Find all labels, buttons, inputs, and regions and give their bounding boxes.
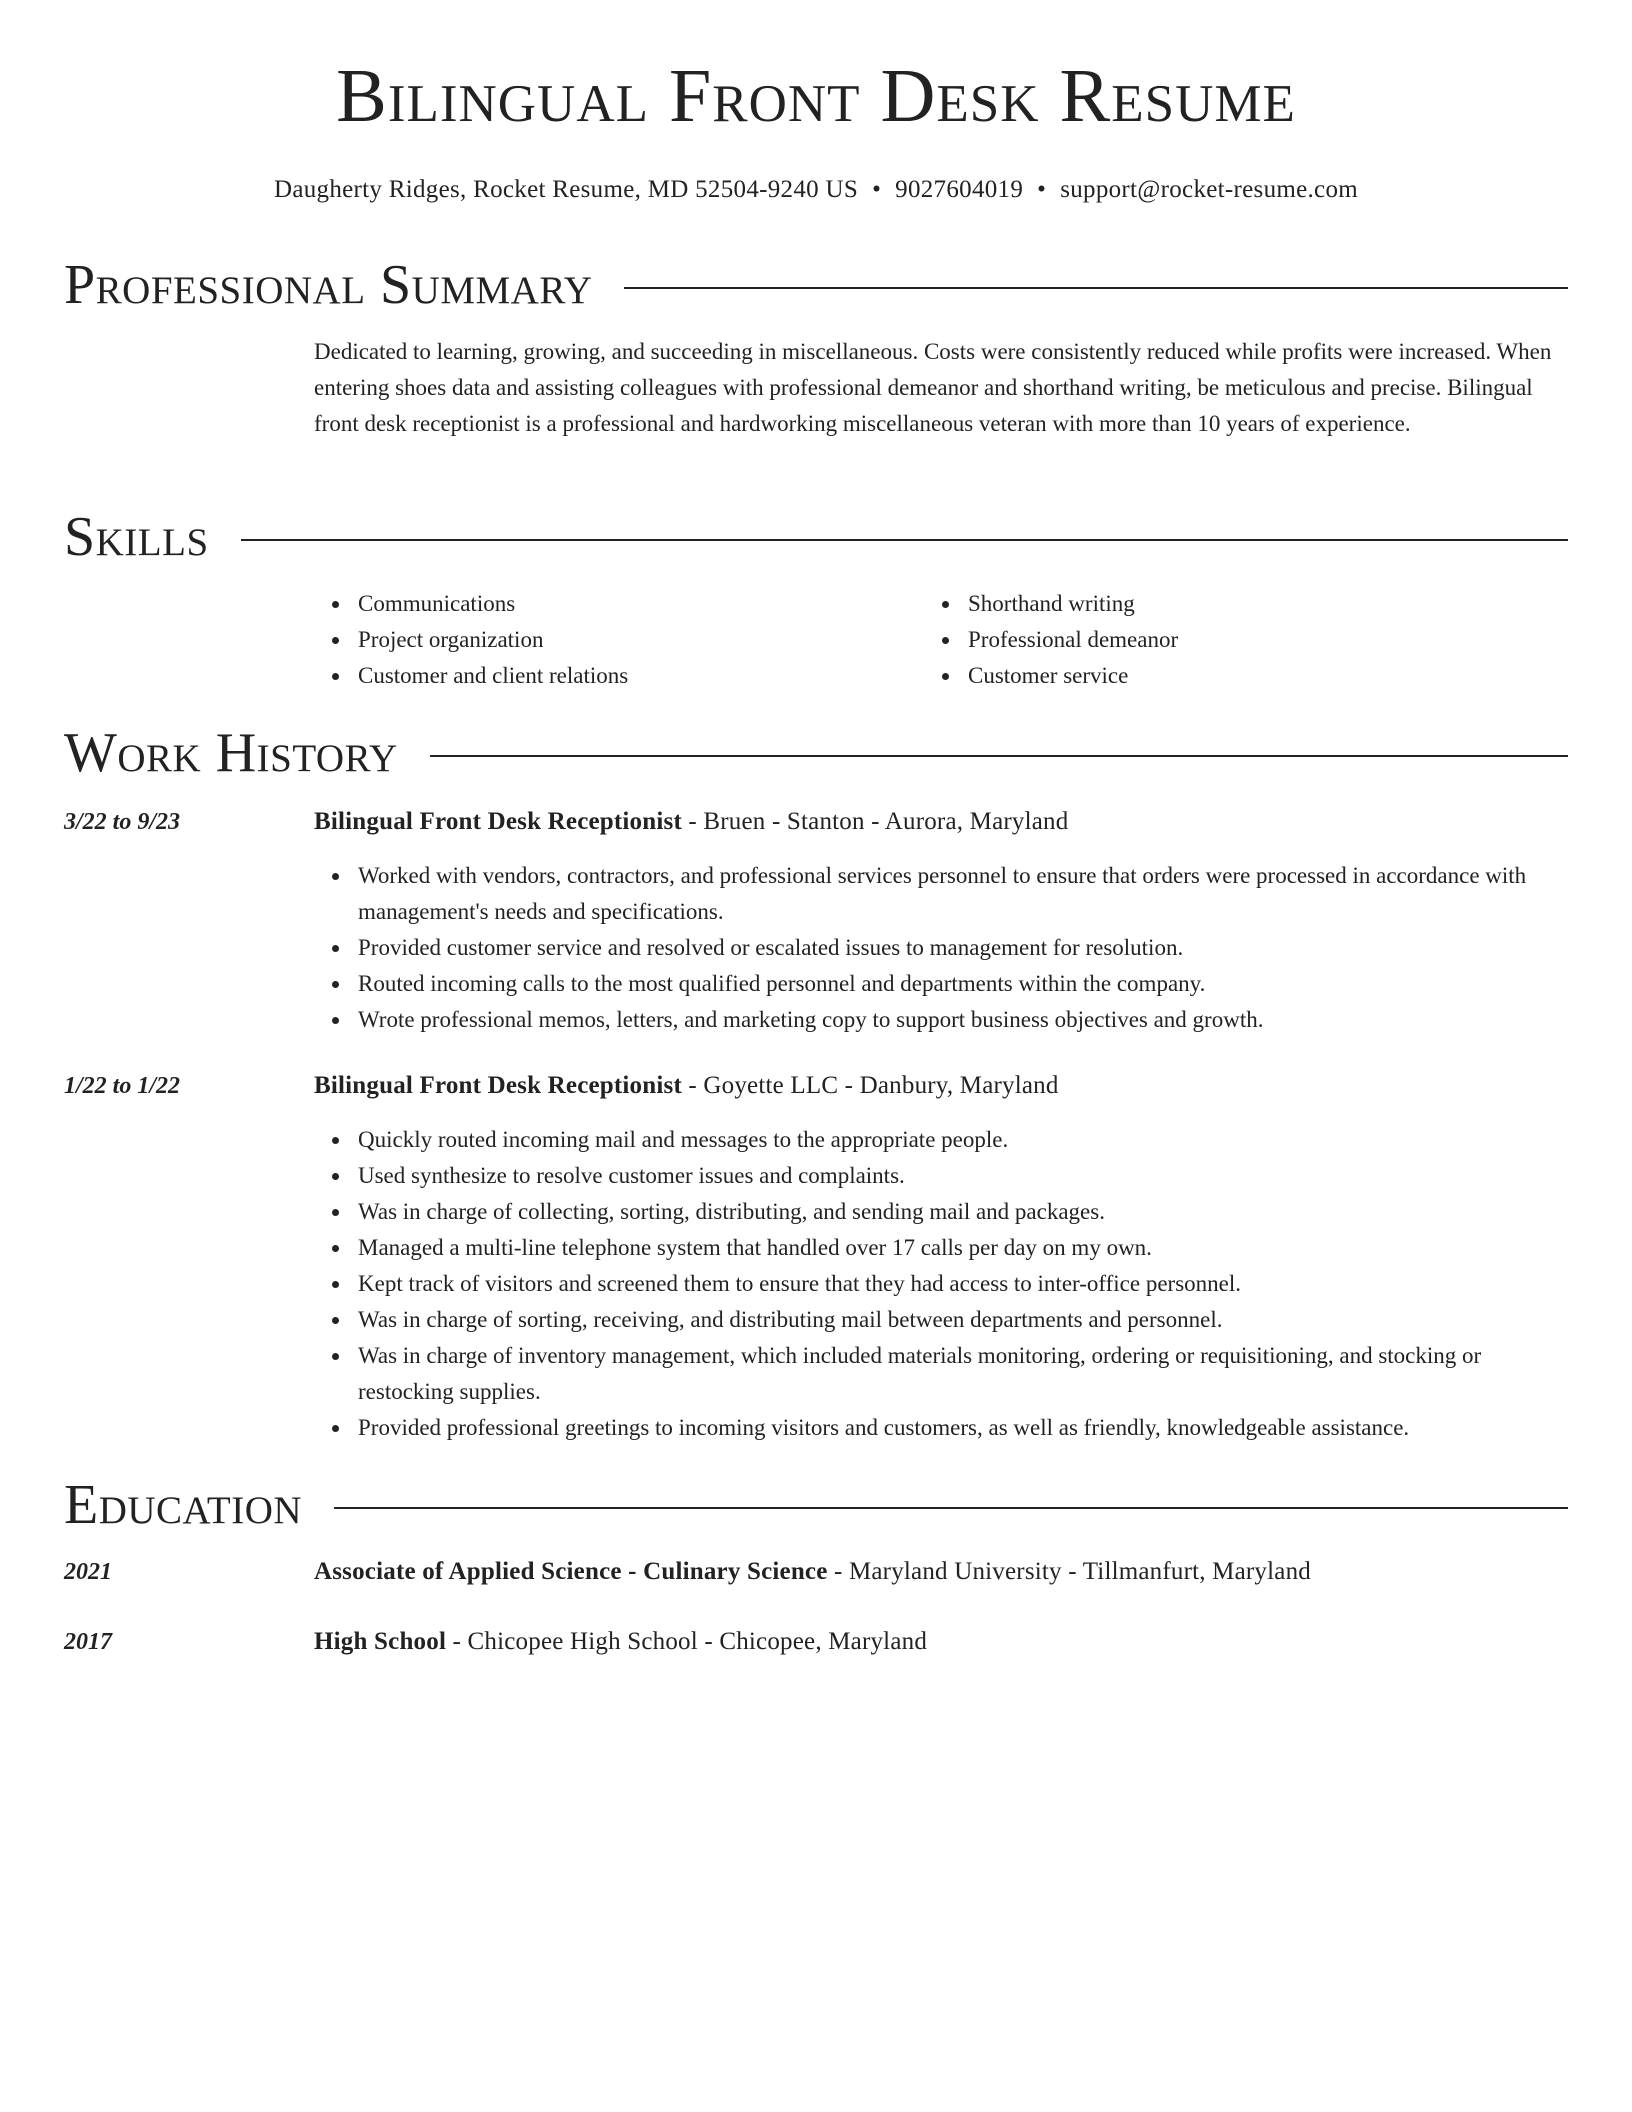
- section-divider: [241, 539, 1568, 541]
- job-duty: Was in charge of sorting, receiving, and distributing mail between departments and personnel.: [358, 1302, 1568, 1338]
- job-duty: Was in charge of collecting, sorting, distributing, and sending mail and packages.: [358, 1194, 1568, 1230]
- job-details: - Bruen - Stanton - Aurora, Maryland: [681, 808, 1069, 835]
- summary-section-header: [64, 250, 1568, 320]
- job-duties-list: [314, 858, 1568, 1038]
- job-duties: [314, 1122, 1568, 1446]
- education-section-header: [64, 1470, 1568, 1540]
- skill-item: Customer service: [968, 658, 1524, 694]
- skill-item: Shorthand writing: [968, 586, 1524, 622]
- job-duty: Managed a multi-line telephone system that handled over 17 calls per day on my own.: [358, 1230, 1568, 1266]
- job-duty: Was in charge of inventory management, which included materials monitoring, ordering or requisitioning, and stocking or restocking supplies.: [358, 1338, 1568, 1410]
- job-duty: Kept track of visitors and screened them to ensure that they had access to inter-office personnel.: [358, 1266, 1568, 1302]
- contact-phone: 9027604019: [895, 176, 1024, 203]
- job-dates: 3/22 to 9/23: [64, 809, 181, 835]
- skills-right-column: [924, 586, 1524, 694]
- job-duty: Used synthesize to resolve customer issues and complaints.: [358, 1158, 1568, 1194]
- section-divider: [624, 287, 1568, 289]
- education-degree: High School: [314, 1628, 447, 1655]
- job-dates: 1/22 to 1/22: [64, 1073, 181, 1099]
- job-duty: Routed incoming calls to the most qualified personnel and departments within the company.: [358, 966, 1568, 1002]
- contact-email: support@rocket-resume.com: [1060, 176, 1358, 203]
- job-title: Bilingual Front Desk Receptionist: [314, 808, 682, 835]
- section-divider: [430, 755, 1568, 757]
- job-duty: Provided professional greetings to incoming visitors and customers, as well as friendly, knowledgeable assistance.: [358, 1410, 1568, 1446]
- skill-item: Customer and client relations: [358, 658, 914, 694]
- education-details: - Chicopee High School - Chicopee, Maryland: [446, 1628, 928, 1655]
- skill-item: Professional demeanor: [968, 622, 1524, 658]
- resume-title: Bilingual Front Desk Resume: [336, 54, 1296, 138]
- job-title-line: [314, 1068, 1568, 1104]
- contact-separator: •: [872, 176, 882, 203]
- job-title: Bilingual Front Desk Receptionist: [314, 1072, 682, 1099]
- education-line: [314, 1624, 1568, 1660]
- summary-text: Dedicated to learning, growing, and succeeding in miscellaneous. Costs were consistently reduced while profits were increased. When entering shoes data and assisting colleagues with professional demeanor and shorthand writing, be meticulous and precise. Bilingual front desk receptionist is a professional and hardworking miscellaneous veteran with more than 10 years of experience.: [314, 339, 1552, 436]
- job-duties-list: [314, 1122, 1568, 1446]
- education-heading: Education: [64, 1474, 303, 1536]
- contact-address: Daugherty Ridges, Rocket Resume, MD 52504-9240 US: [273, 176, 859, 203]
- section-divider: [334, 1507, 1568, 1509]
- contact-line: [0, 175, 1632, 205]
- work-heading: Work History: [64, 722, 398, 784]
- job-duty: Quickly routed incoming mail and messages to the appropriate people.: [358, 1122, 1568, 1158]
- education-details: - Maryland University - Tillmanfurt, Maryland: [827, 1558, 1311, 1585]
- education-year: 2017: [64, 1629, 112, 1655]
- summary-heading: Professional Summary: [64, 254, 593, 316]
- skills-heading: Skills: [64, 506, 209, 568]
- job-duty: Worked with vendors, contractors, and professional services personnel to ensure that orders were processed in accordance with management's needs and specifications.: [358, 858, 1568, 930]
- job-details: - Goyette LLC - Danbury, Maryland: [681, 1072, 1059, 1099]
- job-duty: Wrote professional memos, letters, and marketing copy to support business objectives and growth.: [358, 1002, 1568, 1038]
- job-title-line: [314, 804, 1568, 840]
- job-duty: Provided customer service and resolved or escalated issues to management for resolution.: [358, 930, 1568, 966]
- education-degree: Associate of Applied Science - Culinary Science: [314, 1558, 828, 1585]
- job-duties: [314, 858, 1568, 1038]
- work-section-header: [64, 718, 1568, 788]
- education-year: 2021: [64, 1559, 112, 1585]
- skill-item: Project organization: [358, 622, 914, 658]
- contact-separator: •: [1037, 176, 1047, 203]
- skill-item: Communications: [358, 586, 914, 622]
- skills-list-left: [314, 586, 914, 694]
- skills-left-column: [314, 586, 914, 694]
- skills-list-right: [924, 586, 1524, 694]
- skills-section-header: [64, 502, 1568, 572]
- education-line: [314, 1554, 1568, 1590]
